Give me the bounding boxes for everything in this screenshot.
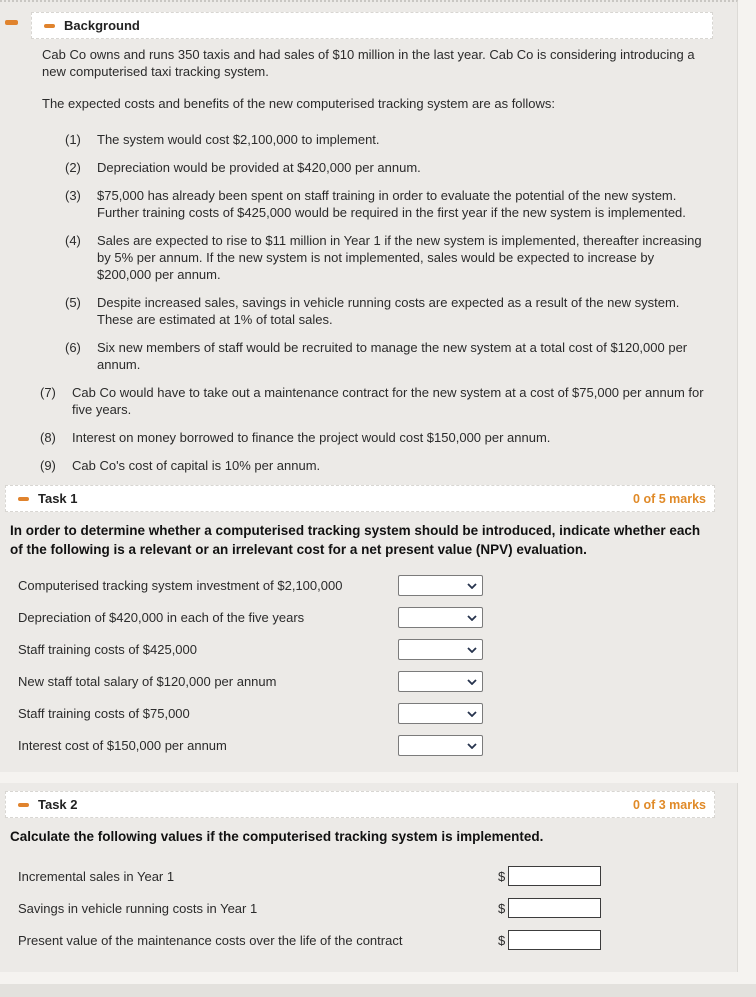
list-item (40, 384, 737, 418)
relevance-select-wrap (398, 735, 483, 756)
task1-title: Task 1 (38, 491, 78, 506)
task1-row-label: Staff training costs of $75,000 (18, 706, 190, 721)
task2-row-label: Incremental sales in Year 1 (18, 869, 175, 884)
collapse-minus-icon[interactable] (44, 24, 55, 28)
collapse-minus-icon[interactable] (18, 497, 29, 501)
list-item (40, 457, 737, 474)
list-item-number: (5) (65, 295, 81, 310)
relevance-select-wrap (398, 671, 483, 692)
relevance-select-3[interactable] (398, 639, 483, 660)
list-item (65, 339, 737, 373)
task1-rows (18, 575, 737, 756)
task2-row (18, 930, 737, 951)
collapse-scenario-icon[interactable] (5, 20, 18, 25)
background-body (0, 39, 737, 474)
task1-row (18, 671, 737, 692)
currency-input-group (498, 930, 601, 950)
task2-row-label: Present value of the maintenance costs over the life of the contract (18, 933, 403, 948)
list-item-text: Interest on money borrowed to finance the project would cost $150,000 per annum. (72, 430, 551, 445)
currency-input-group (498, 898, 601, 918)
collapse-minus-icon[interactable] (18, 803, 29, 807)
amount-input-2[interactable] (508, 898, 601, 918)
list-item (65, 232, 737, 283)
list-item-number: (2) (65, 160, 81, 175)
list-item-text: Six new members of staff would be recruited to manage the new system at a total cost of $120,000 per annum. (97, 340, 688, 372)
dollar-sign-label: $ (498, 932, 506, 948)
task2-row (18, 866, 737, 887)
task1-marks-badge: 0 of 5 marks (633, 491, 706, 506)
task1-header[interactable] (5, 485, 715, 512)
amount-input-1[interactable] (508, 866, 601, 886)
list-item-text: Sales are expected to rise to $11 million in Year 1 if the new system is implemented, thereafter increasing by 5% per annum. If the new system is not implemented, sales would be expected to increase by $200,000 per annum. (97, 233, 702, 282)
task2-row (18, 898, 737, 919)
list-item-number: (9) (40, 458, 56, 473)
dollar-sign-label: $ (498, 900, 506, 916)
currency-input-group (498, 866, 601, 886)
task2-marks-badge: 0 of 3 marks (633, 797, 706, 812)
list-item-number: (4) (65, 233, 81, 248)
list-item (40, 429, 737, 446)
list-item-number: (7) (40, 385, 56, 400)
amount-input-3[interactable] (508, 930, 601, 950)
relevance-select-wrap (398, 607, 483, 628)
list-item-number: (8) (40, 430, 56, 445)
task1-row-label: Staff training costs of $425,000 (18, 642, 197, 657)
task2-instruction: Calculate the following values if the computerised tracking system is implemented. (10, 829, 544, 844)
task1-row (18, 639, 737, 660)
relevance-select-wrap (398, 703, 483, 724)
list-item-text: Cab Co's cost of capital is 10% per annum. (72, 458, 321, 473)
list-item (65, 294, 737, 328)
task2-panel (0, 783, 738, 972)
list-item-text: Despite increased sales, savings in vehicle running costs are expected as a result of the new system. These are estimated at 1% of total sales. (97, 295, 680, 327)
list-item (65, 159, 737, 176)
task2-header[interactable] (5, 791, 715, 818)
task1-row (18, 703, 737, 724)
task1-instruction: In order to determine whether a computerised tracking system should be introduced, indicate whether each of the following is a relevant or an irrelevant cost for a net present value (NPV) evaluation. (10, 523, 701, 557)
relevance-select-4[interactable] (398, 671, 483, 692)
background-header[interactable] (31, 12, 713, 39)
background-paragraph: The expected costs and benefits of the new computerised tracking system are as follows: (42, 96, 556, 111)
relevance-select-wrap (398, 639, 483, 660)
list-item-text: Cab Co would have to take out a maintenance contract for the new system at a cost of $75,000 per annum for five years. (72, 385, 704, 417)
relevance-select-2[interactable] (398, 607, 483, 628)
task1-row-label: Interest cost of $150,000 per annum (18, 738, 227, 753)
task1-row-label: Computerised tracking system investment of $2,100,000 (18, 578, 343, 593)
relevance-select-5[interactable] (398, 703, 483, 724)
page-bottom-strip (0, 984, 756, 997)
list-item-number: (1) (65, 132, 81, 147)
list-item-text: $75,000 has already been spent on staff training in order to evaluate the potential of the new system. Further training costs of $425,000 would be required in the first year if the new system is implemented. (97, 188, 686, 220)
task1-row (18, 607, 737, 628)
task1-row (18, 735, 737, 756)
list-item (65, 187, 737, 221)
background-title: Background (64, 18, 140, 33)
relevance-select-1[interactable] (398, 575, 483, 596)
list-item (65, 131, 737, 148)
task1-row-label: Depreciation of $420,000 in each of the five years (18, 610, 305, 625)
list-item-text: The system would cost $2,100,000 to implement. (97, 132, 380, 147)
list-item-number: (6) (65, 340, 81, 355)
list-item-number: (3) (65, 188, 81, 203)
list-item-text: Depreciation would be provided at $420,000 per annum. (97, 160, 421, 175)
task1-row-label: New staff total salary of $120,000 per annum (18, 674, 277, 689)
task1-row (18, 575, 737, 596)
relevance-select-6[interactable] (398, 735, 483, 756)
background-paragraph: Cab Co owns and runs 350 taxis and had sales of $10 million in the last year. Cab Co is considering introducing a new computerised taxi tracking system. (42, 47, 695, 79)
task2-title: Task 2 (38, 797, 78, 812)
task2-rows (18, 866, 737, 951)
relevance-select-wrap (398, 575, 483, 596)
dollar-sign-label: $ (498, 868, 506, 884)
task2-row-label: Savings in vehicle running costs in Year 1 (18, 901, 258, 916)
